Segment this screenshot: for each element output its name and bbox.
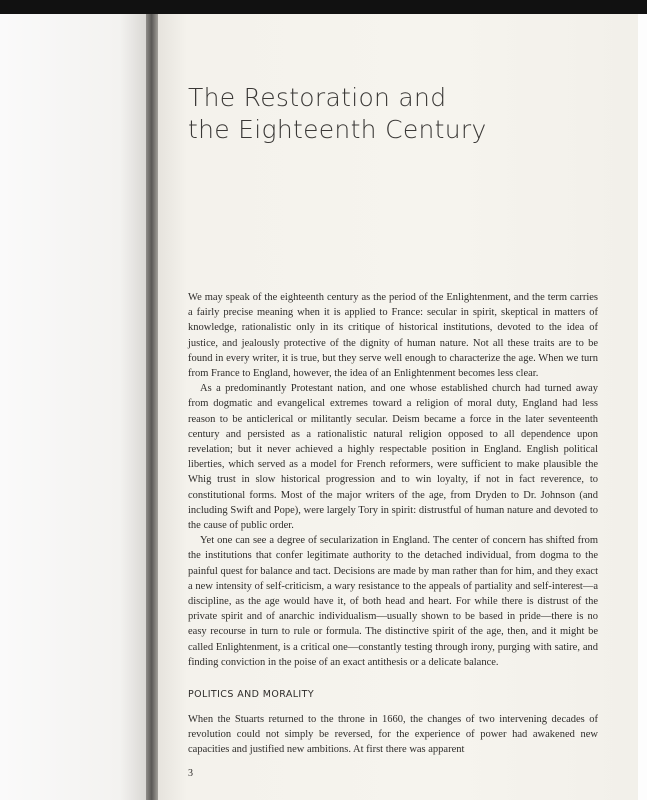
paragraph-3: Yet one can see a degree of secularization in England. The center of concern has shifted from the institutions that confer legitimate authority to the detached individual, from dogma to the painful quest for balance and tact. Decisions are made by man rather than for him, and they exact a new intensity of self-criticism, a wary resistance to the appeals of partiality and self-interest—a discipline, as the age would have it, of both head and heart. For while there is distrust of the private spirit and of anarchic individualism—usually shown to be based in pride—there is no easy recourse in turn to rule or formula. The distinctive spirit of the age, then, and it might be called Enlightenment, is a critical one—constantly testing through irony, purging with satire, and finding conviction in the poise of an exact antithesis or a delicate balance. [188,535,598,668]
chapter-title-line-1: The Restoration and [188,83,447,112]
book-top-edge [0,0,647,14]
section-paragraph: When the Stuarts returned to the throne in 1660, the changes of two intervening decades of revolution could not simply be reversed, for the experience of power had awakened new capacities and justified new ambitions. At first there was apparent [188,714,598,756]
section-body [188,712,598,758]
scan-margin [638,14,647,800]
facing-page [0,14,150,800]
chapter-title-line-2: the Eighteenth Century [188,115,487,144]
chapter-title [188,82,487,146]
section-heading: POLITICS AND MORALITY [188,689,315,700]
page-number: 3 [188,768,193,779]
paragraph-1: We may speak of the eighteenth century as the period of the Enlightenment, and the term carries a fairly precise meaning when it is applied to France: secular in spirit, skeptical in matters of knowledge, rationalistic only in its critique of historical institutions, devoted to the idea of justice, and jealously protective of the dignity of human nature. Not all these traits are to be found in every writer, it is true, but they serve well enough to characterize the age. When we turn from France to England, however, the idea of an Enlightenment becomes less clear. [188,292,598,380]
chapter-body [188,290,598,670]
paragraph-2: As a predominantly Protestant nation, and one whose established church had turned away from dogmatic and evangelical extremes toward a religion of moral duty, England had less reason to be anticlerical or militantly secular. Deism became a force in the later seventeenth century and persisted as a rationalistic natural religion opposed to all dependence upon revelation; but it never achieved a highly respectable position in England. English political liberties, which served as a model for French reformers, were sufficient to make plausible the Whig trust in slow historical progression and to win loyalty, if not in fact reverence, to constitutional forms. Most of the major writers of the age, from Dryden to Dr. Johnson (and including Swift and Pope), were largely Tory in spirit: distrustful of human nature and devoted to the cause of public order. [188,383,598,532]
